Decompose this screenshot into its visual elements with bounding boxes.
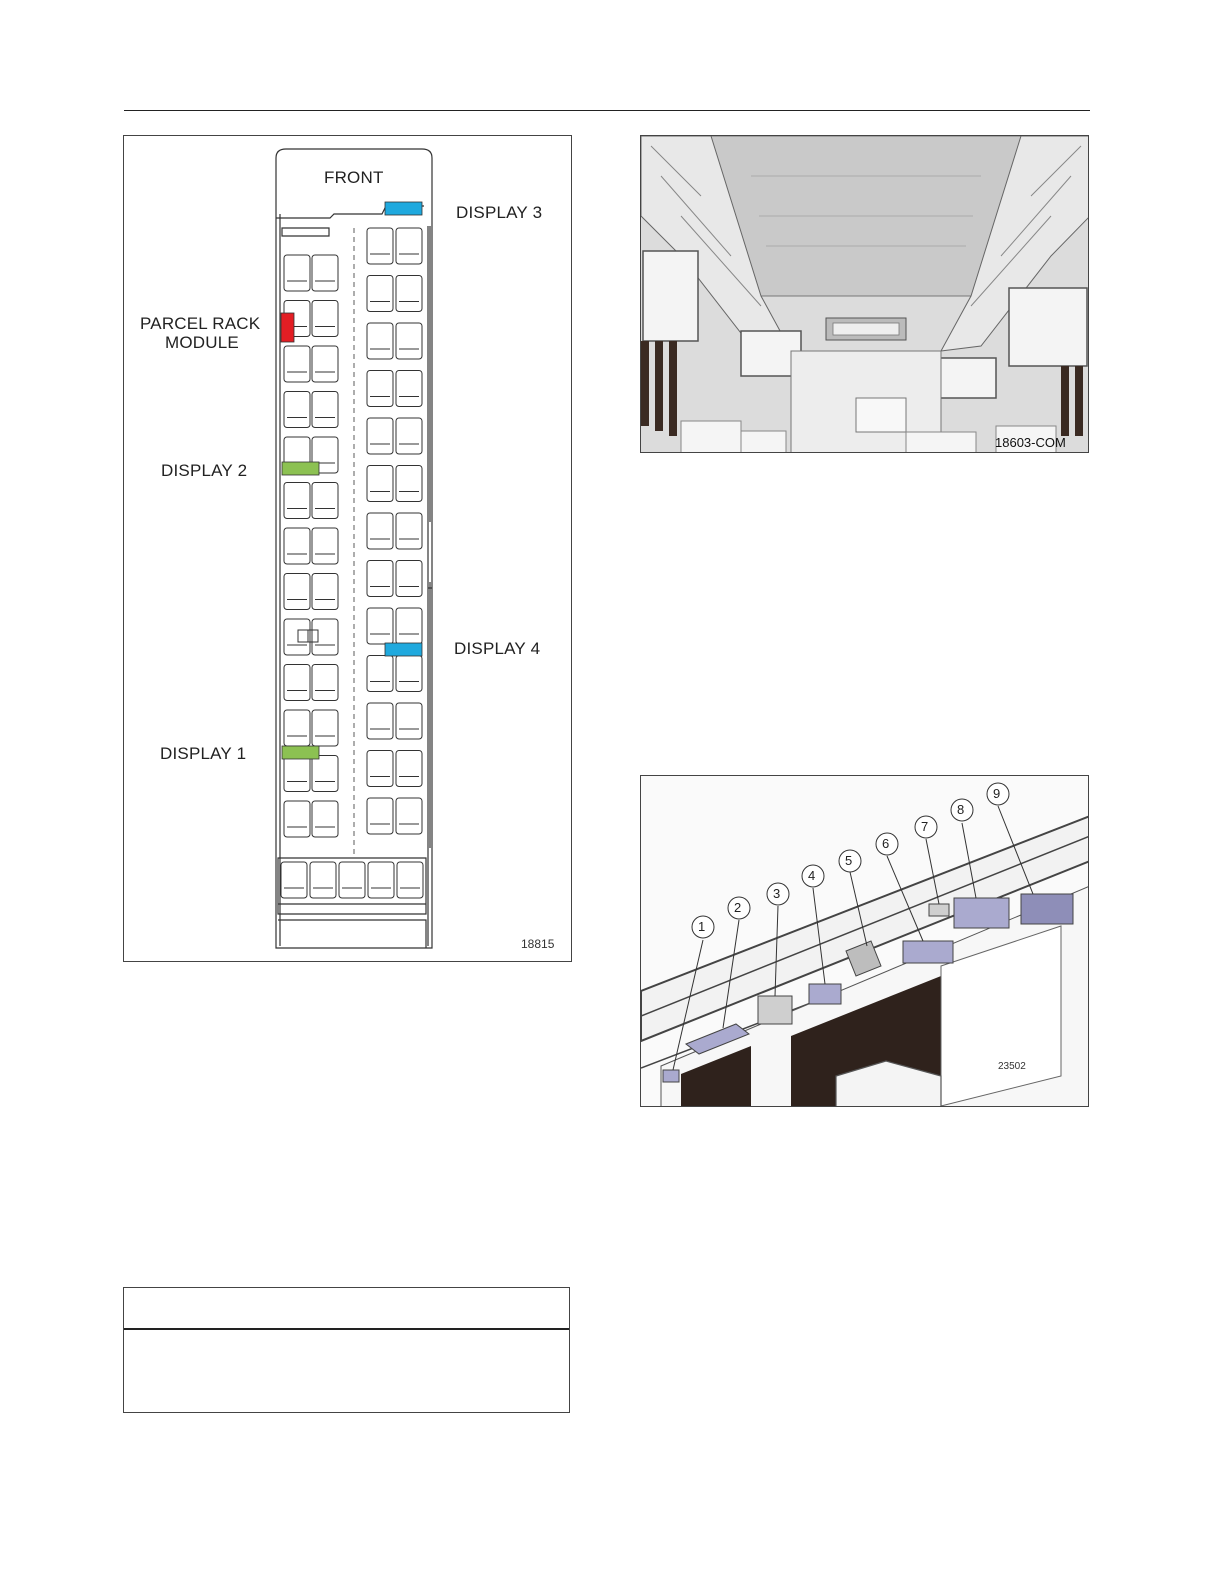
seat — [312, 483, 338, 519]
seat — [396, 798, 422, 834]
seat — [396, 228, 422, 264]
seat — [284, 665, 310, 701]
callout-7: 7 — [921, 819, 929, 834]
module-1 — [663, 1070, 679, 1082]
display-2-marker — [282, 462, 319, 475]
seat — [284, 619, 310, 655]
display-1-label: DISPLAY 1 — [160, 744, 247, 763]
seat — [312, 710, 338, 746]
figure-number: 23502 — [998, 1061, 1026, 1072]
callout-2: 2 — [734, 900, 742, 915]
module-8 — [954, 898, 1009, 928]
module-9 — [1021, 894, 1073, 924]
seat — [367, 798, 393, 834]
seating-layout-drawing — [124, 136, 573, 963]
seat — [396, 371, 422, 407]
parcel-rack-module-marker — [281, 313, 294, 342]
seat — [396, 418, 422, 454]
seat — [396, 466, 422, 502]
seat — [396, 561, 422, 597]
seat — [367, 371, 393, 407]
seat — [312, 619, 338, 655]
seat — [310, 862, 336, 898]
seat — [367, 418, 393, 454]
seat — [284, 574, 310, 610]
seat — [312, 756, 338, 792]
module-6 — [903, 941, 953, 963]
seat — [396, 608, 422, 644]
seat — [284, 346, 310, 382]
module-4 — [809, 984, 841, 1004]
parcel-rack-label-line2: MODULE — [165, 333, 239, 352]
page-header-rule — [124, 110, 1090, 111]
seat — [367, 656, 393, 692]
parcel-rack-label-line1: PARCEL RACK — [140, 314, 261, 333]
seat — [367, 323, 393, 359]
display-3-marker — [385, 202, 422, 215]
seat — [312, 255, 338, 291]
seat — [284, 528, 310, 564]
callout-1: 1 — [698, 919, 706, 934]
seat — [312, 346, 338, 382]
seat — [396, 513, 422, 549]
module-7 — [929, 904, 949, 916]
seat — [367, 561, 393, 597]
seating-layout-figure — [123, 135, 572, 962]
display-3-label: DISPLAY 3 — [456, 203, 543, 222]
display-2-label: DISPLAY 2 — [161, 461, 248, 480]
seat — [396, 276, 422, 312]
parcel-rack-module-figure — [640, 775, 1089, 1107]
seat — [367, 466, 393, 502]
seat — [312, 528, 338, 564]
seat — [367, 608, 393, 644]
seat — [312, 392, 338, 428]
module-3 — [758, 996, 792, 1024]
seat — [367, 228, 393, 264]
callout-9: 9 — [993, 786, 1001, 801]
seat — [312, 301, 338, 337]
seat — [284, 756, 310, 792]
seat — [312, 574, 338, 610]
seat — [396, 656, 422, 692]
parcel-rack-module-drawing — [641, 776, 1089, 1107]
display-4-label: DISPLAY 4 — [454, 639, 541, 658]
seat — [312, 665, 338, 701]
cabin-interior-figure — [640, 135, 1089, 453]
figure-number: 18603-COM — [995, 435, 1066, 450]
seat — [339, 862, 365, 898]
seat — [367, 751, 393, 787]
seat — [396, 323, 422, 359]
display-4-marker — [385, 643, 422, 656]
seat — [396, 703, 422, 739]
front-label: FRONT — [324, 168, 384, 187]
seat — [284, 801, 310, 837]
seat — [368, 862, 394, 898]
seat — [367, 513, 393, 549]
callout-4: 4 — [808, 868, 816, 883]
note-box-header — [124, 1288, 569, 1330]
seat — [397, 862, 423, 898]
seat — [284, 710, 310, 746]
figure-number: 18815 — [521, 937, 555, 951]
note-box — [123, 1287, 570, 1413]
seat — [367, 276, 393, 312]
callout-3: 3 — [773, 886, 781, 901]
seat — [284, 392, 310, 428]
seat — [396, 751, 422, 787]
seat — [281, 862, 307, 898]
seat — [367, 703, 393, 739]
callout-5: 5 — [845, 853, 853, 868]
seat — [284, 255, 310, 291]
display-1-marker — [282, 746, 319, 759]
seat — [284, 483, 310, 519]
callout-8: 8 — [957, 802, 965, 817]
callout-6: 6 — [882, 836, 890, 851]
cabin-interior-drawing — [641, 136, 1089, 453]
seat — [312, 801, 338, 837]
